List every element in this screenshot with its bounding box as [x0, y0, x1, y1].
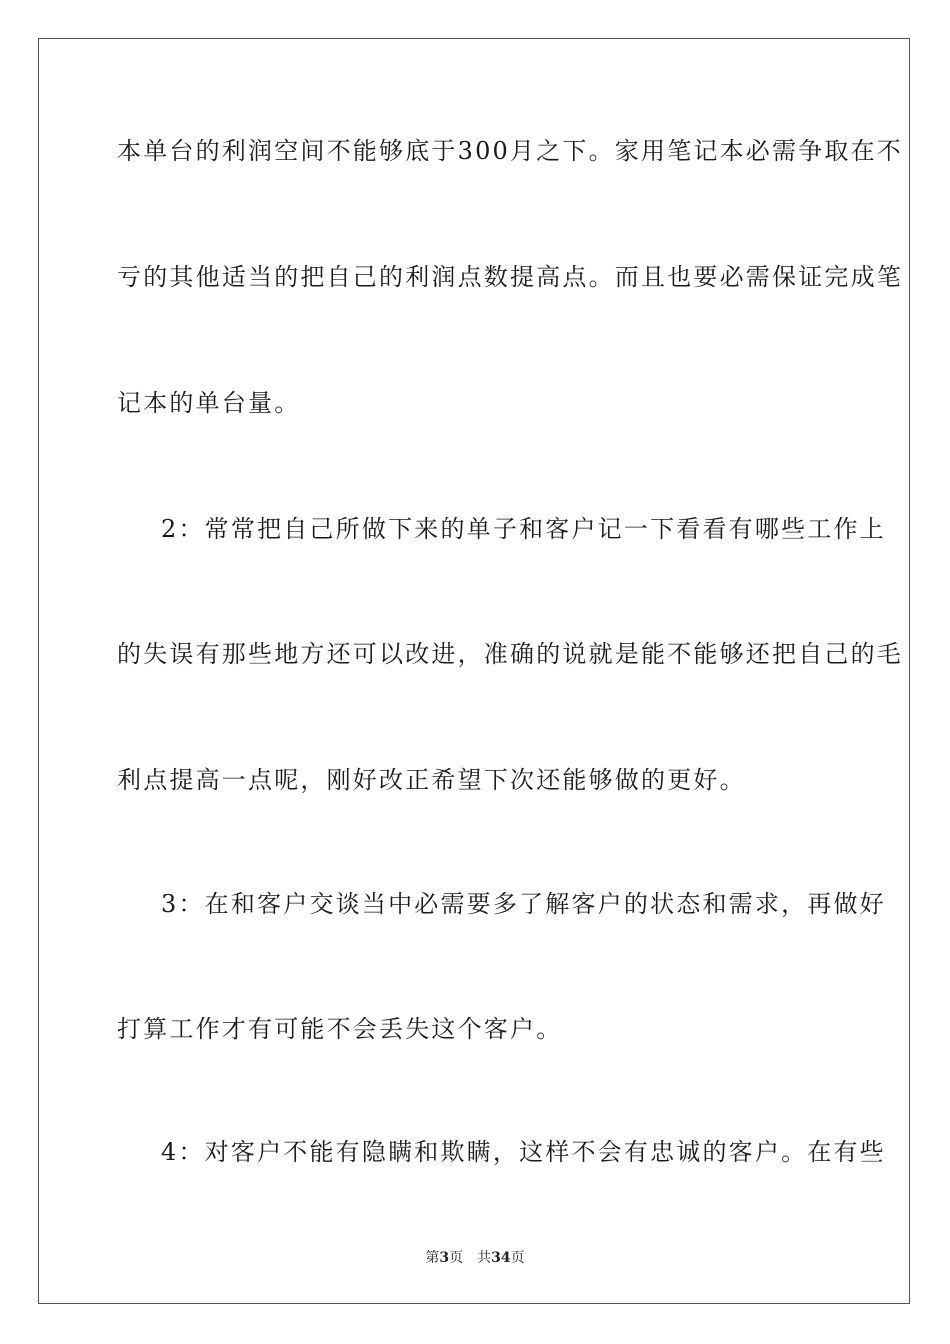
text-line: 3：在和客户交谈当中必需要多了解客户的状态和需求，再做好 — [161, 890, 886, 918]
text-line: 2：常常把自己所做下来的单子和客户记一下看看有哪些工作上 — [161, 515, 886, 543]
total-suffix: 页 — [510, 1250, 525, 1266]
text-line: 利点提高一点呢，刚好改正希望下次还能够做的更好。 — [117, 766, 746, 794]
total-pages: 34 — [491, 1250, 511, 1266]
text-line: 4：对客户不能有隐瞒和欺瞒，这样不会有忠诚的客户。在有些 — [161, 1138, 886, 1166]
page-number: 3 — [439, 1250, 450, 1266]
text-line: 打算工作才有可能不会丢失这个客户。 — [117, 1015, 563, 1043]
text-line: 记本的单台量。 — [117, 389, 301, 417]
total-prefix: 共 — [477, 1250, 492, 1266]
page-footer — [0, 1249, 950, 1267]
page-suffix: 页 — [449, 1250, 464, 1266]
page-prefix: 第 — [425, 1250, 440, 1266]
text-line: 亏的其他适当的把自己的利润点数提高点。而且也要必需保证完成笔 — [117, 263, 903, 291]
page-border — [38, 38, 910, 1304]
text-line: 的失误有那些地方还可以改进，准确的说就是能不能够还把自己的毛 — [117, 640, 903, 668]
text-line: 本单台的利润空间不能够底于300月之下。家用笔记本必需争取在不 — [117, 137, 904, 165]
